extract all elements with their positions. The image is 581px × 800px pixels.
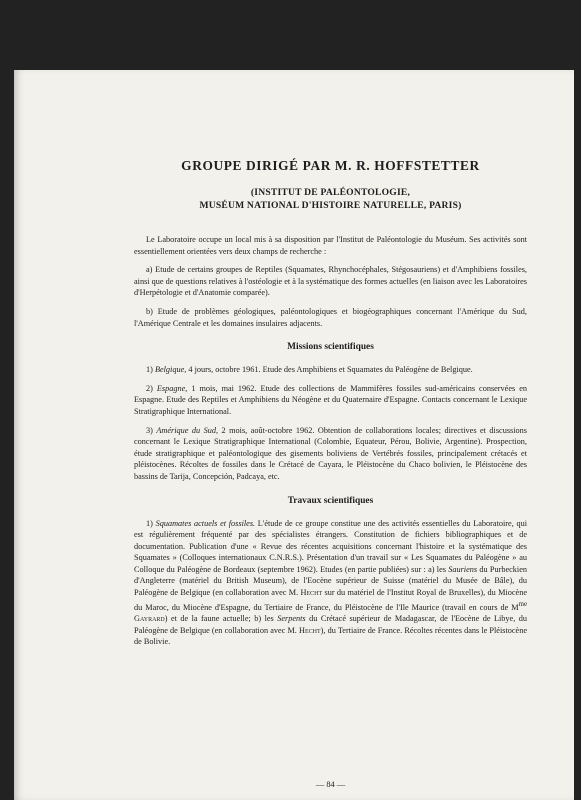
- travaux-text: ) et de la faune actuelle; b) les: [164, 614, 278, 623]
- mission-item: [134, 425, 527, 483]
- intro-item-a: a) Etude de certains groupes de Reptiles (Squamates, Rhynchocéphales, Stégosauriens) et d'Amphibiens fossiles, ainsi que de questions relatives à l'ostéologie et à la systématique des formes actuelles (en liaison avec les Laboratoires d'Herpétologie et d'Anatomie comparée).: [134, 265, 527, 298]
- travaux-text: sur du matériel de l'Institut Royal de Bruxelles), du Miocène du Maroc, du Miocène d'Espagne, du Tertiaire de France, du Pléistocène de l'Ile Maurice (travail en cours de M: [134, 588, 527, 612]
- travaux-paragraph: [134, 518, 527, 648]
- travaux-text: L'étude de ce groupe constitue une des activités essentielles du Laboratoire, qui est régulièrement fréquenté par des spécialistes étrangers. Constitution de fichiers bibliographiques et de documentation. Publication d'une « Revue des récentes acquisitions concernant l'histoire et la systématique des Squamates » (Colloques internationaux C.N.R.S.). Présentation d'un travail sur « Les Squamates du Paléogène » au Colloque du Paléogène de Bordeaux (septembre 1962). Etudes (en partie publiées) sur : a) les: [134, 518, 527, 574]
- travaux-term: Sauriens: [448, 564, 478, 574]
- intro-paragraph: Le Laboratoire occupe un local mis à sa disposition par l'Institut de Paléontologie du Muséum. Ses activités sont essentiellement orientées vers deux champs de recherche :: [134, 235, 527, 256]
- mission-item: [134, 364, 527, 376]
- mission-number: 1): [146, 365, 155, 375]
- subtitle-line-2: MUSÉUM NATIONAL D'HISTOIRE NATURELLE, PARIS): [199, 200, 462, 211]
- mission-number: 2): [146, 383, 157, 393]
- travaux-number: 1): [146, 518, 156, 528]
- mission-place: Amérique du Sud: [156, 425, 216, 435]
- author-name: Gayrard: [134, 614, 165, 623]
- mission-place: Belgique: [154, 365, 185, 375]
- document-page: [14, 70, 574, 800]
- missions-heading: Missions scientifiques: [287, 342, 374, 353]
- travaux-text: du Purbeckien d'Angleterre (matériel du British Museum), de l'Eocène supérieur de Suisse (matériel du Musée de Bâle), du Paléogène de Belgique (en collaboration avec M.: [134, 564, 527, 598]
- page-content: [134, 158, 528, 789]
- mission-place: Espagne: [156, 383, 186, 393]
- author-name: Hecht: [300, 588, 323, 598]
- mission-text: , 2 mois, août-octobre 1962. Obtention de collaborations locales; directives et discussions concernant le Lexique Stratigraphique International (Colombie, Equateur, Pérou, Bolivie, Argentine). Prospection, étude stratigraphique et paléontologique des gisements boliviens de Vertébrés fossiles, principalement crétacés et pléistocènes. Récoltes de fossiles dans le Crétacé de Cayara, le Pléistocène du Chaco bolivien, le Pléistocène des bassins de Tarija, Concepción, Padcaya, etc.: [134, 425, 528, 481]
- travaux-term: Serpents: [277, 614, 306, 623]
- author-name: Hecht: [299, 625, 321, 635]
- mission-text: , 1 mois, mai 1962. Etude des collections de Mammifères fossiles sud-américains conservées en Espagne. Etude des Reptiles et Amphibiens du Néogène et du Quaternaire d'Espagne. Contacts concernant le Lexique Stratigraphique International.: [134, 383, 527, 416]
- subtitle-line-1: (INSTITUT DE PALÉONTOLOGIE,: [250, 187, 411, 198]
- title-superscript: me: [518, 600, 527, 608]
- page-title: GROUPE DIRIGÉ PAR M. R. HOFFSTETTER: [181, 158, 480, 173]
- travaux-text: du Crétacé supérieur de Madagascar, de l'Eocène de Libye, du Paléogène de Belgique (en collaboration avec M.: [134, 614, 527, 635]
- intro-item-b: b) Etude de problèmes géologiques, paléontologiques et biogéographiques concernant l'Amérique du Sud, l'Amérique Centrale et les domaines insulaires adjacents.: [134, 306, 527, 328]
- travaux-text: ), du Tertiaire de France. Récoltes récentes dans le Pléistocène de Bolivie.: [134, 625, 527, 647]
- mission-text: , 4 jours, octobre 1961. Etude des Amphibiens et Squamates du Paléogène de Belgique.: [184, 365, 473, 375]
- page-number: — 84 —: [315, 780, 346, 789]
- mission-number: 3): [146, 425, 157, 435]
- travaux-heading: Travaux scientifiques: [287, 495, 374, 506]
- page-subtitle: [134, 186, 527, 212]
- travaux-topic: Squamates actuels et fossiles.: [155, 518, 256, 528]
- mission-item: [134, 383, 527, 418]
